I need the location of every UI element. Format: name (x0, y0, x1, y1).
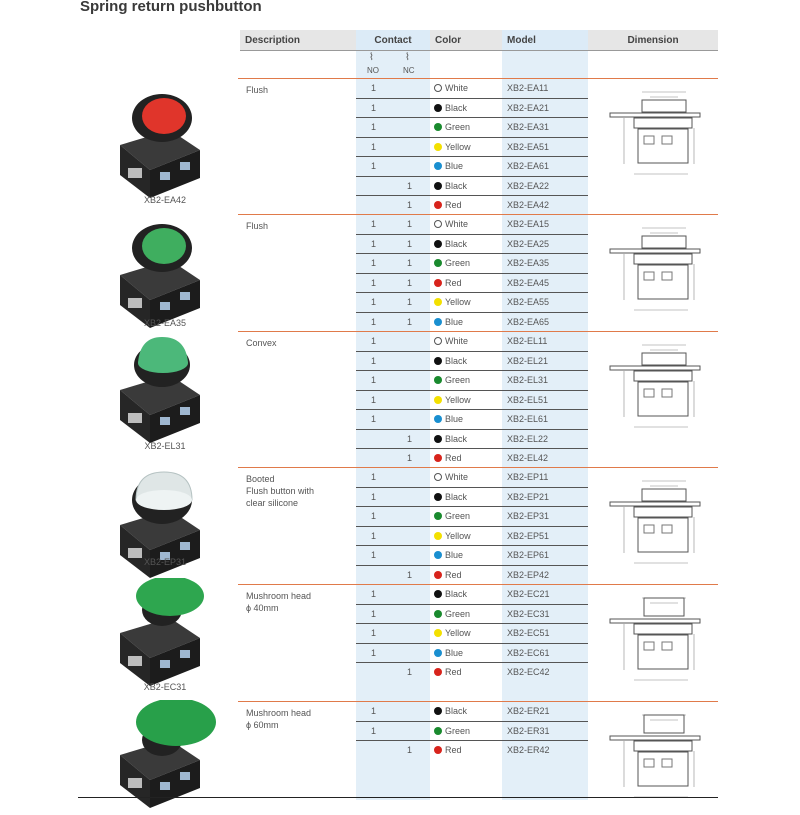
color-label: Red (445, 200, 462, 210)
description-line: Booted (246, 474, 275, 484)
color-label: Black (445, 180, 468, 191)
product-label: XB2-EA35 (143, 318, 187, 328)
color-label: Black (445, 589, 468, 599)
row-divider (356, 526, 588, 527)
row-divider (356, 253, 588, 254)
model-value: XB2-EP11 (507, 472, 549, 482)
model-value: XB2-EC51 (507, 628, 550, 638)
group-separator (238, 701, 718, 702)
color-swatch-icon (434, 201, 442, 209)
color-cell (434, 181, 467, 191)
color-label: Green (445, 608, 471, 619)
color-label: Black (445, 491, 468, 502)
model-value: XB2-EA31 (507, 122, 550, 132)
color-label: Red (445, 453, 462, 463)
group-description (246, 473, 346, 509)
row-divider (356, 429, 588, 430)
color-cell (434, 589, 467, 599)
description-line: Mushroom head (246, 708, 312, 718)
row-divider (356, 312, 588, 313)
color-swatch-icon (434, 649, 442, 657)
contact-nc-value: 1 (407, 316, 413, 327)
color-swatch-icon (434, 512, 442, 520)
row-divider (356, 643, 588, 644)
header-model: Model (502, 30, 588, 50)
color-label: White (445, 83, 469, 93)
row-divider (356, 176, 588, 177)
color-swatch-icon (434, 707, 442, 715)
color-label: Black (445, 355, 468, 366)
color-swatch-icon (434, 435, 442, 443)
color-cell (434, 83, 468, 93)
color-cell (434, 472, 468, 482)
color-cell (434, 667, 462, 677)
dimension-drawing (604, 224, 704, 325)
row-divider (356, 506, 588, 507)
model-value: XB2-EP51 (507, 530, 550, 541)
group-separator (238, 78, 718, 79)
color-swatch-icon (434, 357, 442, 365)
contact-no-value: 1 (371, 530, 377, 541)
header-divider (240, 50, 718, 51)
product-image (100, 578, 220, 693)
color-swatch-icon (434, 727, 442, 735)
row-divider (356, 370, 588, 371)
model-value: XB2-EA45 (507, 277, 550, 288)
model-value: XB2-EL61 (507, 414, 549, 424)
row-divider (356, 137, 588, 138)
contact-no-value: 1 (371, 141, 377, 152)
color-label: Black (445, 238, 468, 249)
contact-no-value: 1 (371, 297, 377, 307)
color-cell (434, 492, 467, 502)
row-divider (356, 390, 588, 391)
color-swatch-icon (434, 143, 442, 151)
model-value: XB2-EA55 (507, 297, 550, 307)
product-label: XB2-EC31 (143, 682, 187, 692)
model-value: XB2-EA15 (507, 219, 550, 229)
color-swatch-icon (434, 279, 442, 287)
color-cell (434, 103, 467, 113)
description-line: Flush button with (246, 486, 315, 496)
description-line: Flush (246, 85, 269, 95)
color-swatch-icon (434, 318, 442, 326)
model-value: XB2-EA21 (507, 102, 550, 113)
contact-no-value: 1 (371, 608, 377, 619)
product-image (100, 335, 220, 450)
model-value: XB2-EA51 (507, 141, 550, 152)
color-cell (434, 258, 470, 268)
color-swatch-icon (434, 84, 442, 92)
model-value: XB2-EA25 (507, 238, 550, 249)
header-description: Description (240, 30, 356, 50)
color-cell (434, 278, 462, 288)
row-divider (356, 117, 588, 118)
color-cell (434, 414, 463, 424)
color-swatch-icon (434, 551, 442, 559)
color-label: Green (445, 258, 471, 268)
model-value: XB2-EC31 (507, 608, 550, 619)
group-description (246, 707, 346, 731)
contact-nc-value: 1 (407, 667, 413, 677)
model-value: XB2-EA61 (507, 161, 550, 171)
header-dimension: Dimension (588, 30, 718, 50)
color-label: Yellow (445, 530, 471, 541)
group-description (246, 220, 346, 232)
color-swatch-icon (434, 415, 442, 423)
color-swatch-icon (434, 493, 442, 501)
model-value: XB2-EP42 (507, 569, 550, 580)
row-divider (356, 721, 588, 722)
model-value: XB2-EL11 (507, 336, 548, 346)
color-cell (434, 336, 468, 346)
color-swatch-icon (434, 376, 442, 384)
color-cell (434, 239, 467, 249)
group-description (246, 337, 346, 349)
contact-no-value: 1 (371, 219, 377, 229)
color-swatch-icon (434, 610, 442, 618)
contact-nc-value: 1 (407, 297, 413, 307)
model-value: XB2-ER21 (507, 706, 550, 716)
color-label: Green (445, 511, 471, 521)
row-divider (356, 545, 588, 546)
contact-no-value: 1 (371, 706, 377, 716)
header-color: Color (430, 30, 502, 50)
color-cell (434, 706, 467, 716)
model-value: XB2-EP31 (507, 511, 550, 521)
description-line: clear silicone (246, 498, 299, 508)
row-divider (356, 234, 588, 235)
model-value: XB2-EP61 (507, 550, 550, 560)
color-cell (434, 648, 463, 658)
color-cell (434, 317, 463, 327)
contact-no-value: 1 (371, 491, 377, 502)
model-value: XB2-EA65 (507, 316, 550, 327)
color-swatch-icon (434, 746, 442, 754)
group-description (246, 590, 346, 614)
group-separator (238, 584, 718, 585)
contact-no-value: 1 (371, 102, 377, 113)
contact-no-value: 1 (371, 161, 377, 171)
color-cell (434, 219, 468, 229)
color-swatch-icon (434, 162, 442, 170)
color-swatch-icon (434, 571, 442, 579)
contact-nc-value: 1 (407, 258, 413, 268)
contact-no-value: 1 (371, 336, 377, 346)
contact-no-value: 1 (371, 375, 377, 385)
row-divider (356, 662, 588, 663)
color-label: Blue (445, 161, 464, 171)
color-label: Green (445, 375, 471, 385)
color-swatch-icon (434, 104, 442, 112)
color-swatch-icon (434, 337, 442, 345)
description-line: Flush (246, 221, 269, 231)
color-swatch-icon (434, 668, 442, 676)
contact-nc-value: 1 (407, 277, 413, 288)
product-label: XB2-EA42 (143, 195, 187, 205)
color-cell (434, 570, 462, 580)
model-value: XB2-EL42 (507, 453, 549, 463)
group-separator (238, 331, 718, 332)
color-label: Blue (445, 647, 464, 658)
nc-switch-icon: ⌇ (405, 52, 410, 63)
color-label: Black (445, 706, 468, 716)
row-divider (356, 98, 588, 99)
row-divider (356, 623, 588, 624)
page-title: Spring return pushbutton (80, 0, 262, 15)
model-value: XB2-EL31 (507, 375, 549, 385)
color-cell (434, 375, 470, 385)
bottom-rule (78, 797, 718, 798)
row-divider (356, 604, 588, 605)
color-swatch-icon (434, 473, 442, 481)
color-cell (434, 550, 463, 560)
row-divider (356, 448, 588, 449)
model-value: XB2-EA11 (507, 83, 549, 93)
contact-no-value: 1 (371, 472, 377, 482)
description-line: Convex (246, 338, 277, 348)
model-value: XB2-EL51 (507, 394, 549, 405)
color-label: Blue (445, 550, 464, 560)
no-switch-icon: ⌇ (369, 52, 374, 63)
row-divider (356, 195, 588, 196)
color-label: Blue (445, 316, 464, 327)
contact-nc-value: 1 (407, 238, 413, 249)
color-label: Green (445, 122, 471, 132)
row-divider (356, 351, 588, 352)
color-cell (434, 200, 462, 210)
color-label: Green (445, 725, 471, 736)
contact-no-value: 1 (371, 238, 377, 249)
model-value: XB2-EA35 (507, 258, 550, 268)
contact-no-value: 1 (371, 258, 377, 268)
color-cell (434, 628, 471, 638)
product-image (100, 90, 220, 205)
color-swatch-icon (434, 590, 442, 598)
contact-nc-label: NC (403, 66, 415, 75)
color-swatch-icon (434, 298, 442, 306)
model-value: XB2-EC21 (507, 589, 550, 599)
row-divider (356, 740, 588, 741)
contact-column-bg (356, 50, 430, 800)
color-swatch-icon (434, 629, 442, 637)
color-label: Red (445, 569, 462, 580)
color-label: Blue (445, 414, 464, 424)
color-swatch-icon (434, 220, 442, 228)
color-cell (434, 726, 470, 736)
row-divider (356, 487, 588, 488)
model-value: XB2-ER31 (507, 725, 550, 736)
contact-no-value: 1 (371, 355, 377, 366)
color-label: Red (445, 667, 462, 677)
contact-nc-value: 1 (407, 569, 413, 580)
color-cell (434, 511, 470, 521)
contact-nc-value: 1 (407, 219, 413, 229)
contact-nc-value: 1 (407, 453, 413, 463)
color-label: Yellow (445, 297, 471, 307)
color-label: Yellow (445, 394, 471, 405)
model-value: XB2-EP21 (507, 491, 550, 502)
row-divider (356, 292, 588, 293)
contact-nc-value: 1 (407, 745, 413, 755)
contact-no-value: 1 (371, 122, 377, 132)
dimension-drawing (604, 477, 704, 578)
group-separator (238, 467, 718, 468)
description-line: ϕ 60mm (246, 720, 279, 730)
row-divider (356, 409, 588, 410)
contact-no-value: 1 (371, 414, 377, 424)
color-label: Yellow (445, 628, 471, 638)
model-value: XB2-EA22 (507, 180, 550, 191)
contact-nc-value: 1 (407, 180, 413, 191)
color-cell (434, 531, 471, 541)
contact-nc-value: 1 (407, 433, 413, 444)
contact-no-value: 1 (371, 83, 377, 93)
color-cell (434, 609, 470, 619)
color-label: Red (445, 745, 462, 755)
color-swatch-icon (434, 532, 442, 540)
description-line: ϕ 40mm (246, 603, 279, 613)
description-line: Mushroom head (246, 591, 312, 601)
contact-nc-value: 1 (407, 200, 413, 210)
contact-no-value: 1 (371, 550, 377, 560)
color-cell (434, 142, 471, 152)
row-divider (356, 565, 588, 566)
color-cell (434, 395, 471, 405)
color-swatch-icon (434, 454, 442, 462)
contact-no-label: NO (367, 66, 379, 75)
color-label: Black (445, 102, 468, 113)
contact-no-value: 1 (371, 511, 377, 521)
color-swatch-icon (434, 123, 442, 131)
row-divider (356, 156, 588, 157)
model-value: XB2-EC61 (507, 647, 550, 658)
model-value: XB2-EA42 (507, 200, 550, 210)
row-divider (356, 273, 588, 274)
color-cell (434, 745, 462, 755)
color-swatch-icon (434, 182, 442, 190)
color-label: White (445, 219, 469, 229)
model-value: XB2-EL21 (507, 355, 549, 366)
contact-no-value: 1 (371, 277, 377, 288)
header-contact: Contact (356, 30, 430, 50)
dimension-drawing (604, 88, 704, 189)
product-label: XB2-EL31 (144, 441, 186, 451)
color-label: Black (445, 433, 468, 444)
model-value: XB2-EL22 (507, 433, 549, 444)
color-swatch-icon (434, 240, 442, 248)
color-label: White (445, 336, 469, 346)
contact-no-value: 1 (371, 647, 377, 658)
contact-no-value: 1 (371, 725, 377, 736)
product-label: XB2-EP31 (143, 557, 187, 567)
product-image (100, 470, 220, 585)
contact-no-value: 1 (371, 316, 377, 327)
contact-no-value: 1 (371, 394, 377, 405)
color-swatch-icon (434, 259, 442, 267)
color-cell (434, 356, 467, 366)
color-label: Yellow (445, 141, 471, 152)
color-cell (434, 453, 462, 463)
dimension-drawing (604, 594, 704, 695)
color-label: Red (445, 277, 462, 288)
model-value: XB2-EC42 (507, 667, 550, 677)
group-separator (238, 214, 718, 215)
color-cell (434, 297, 471, 307)
color-cell (434, 434, 467, 444)
color-swatch-icon (434, 396, 442, 404)
contact-no-value: 1 (371, 589, 377, 599)
contact-no-value: 1 (371, 628, 377, 638)
color-label: White (445, 472, 469, 482)
dimension-drawing (604, 341, 704, 442)
color-cell (434, 122, 470, 132)
model-value: XB2-ER42 (507, 745, 550, 755)
color-cell (434, 161, 463, 171)
group-description (246, 84, 346, 96)
